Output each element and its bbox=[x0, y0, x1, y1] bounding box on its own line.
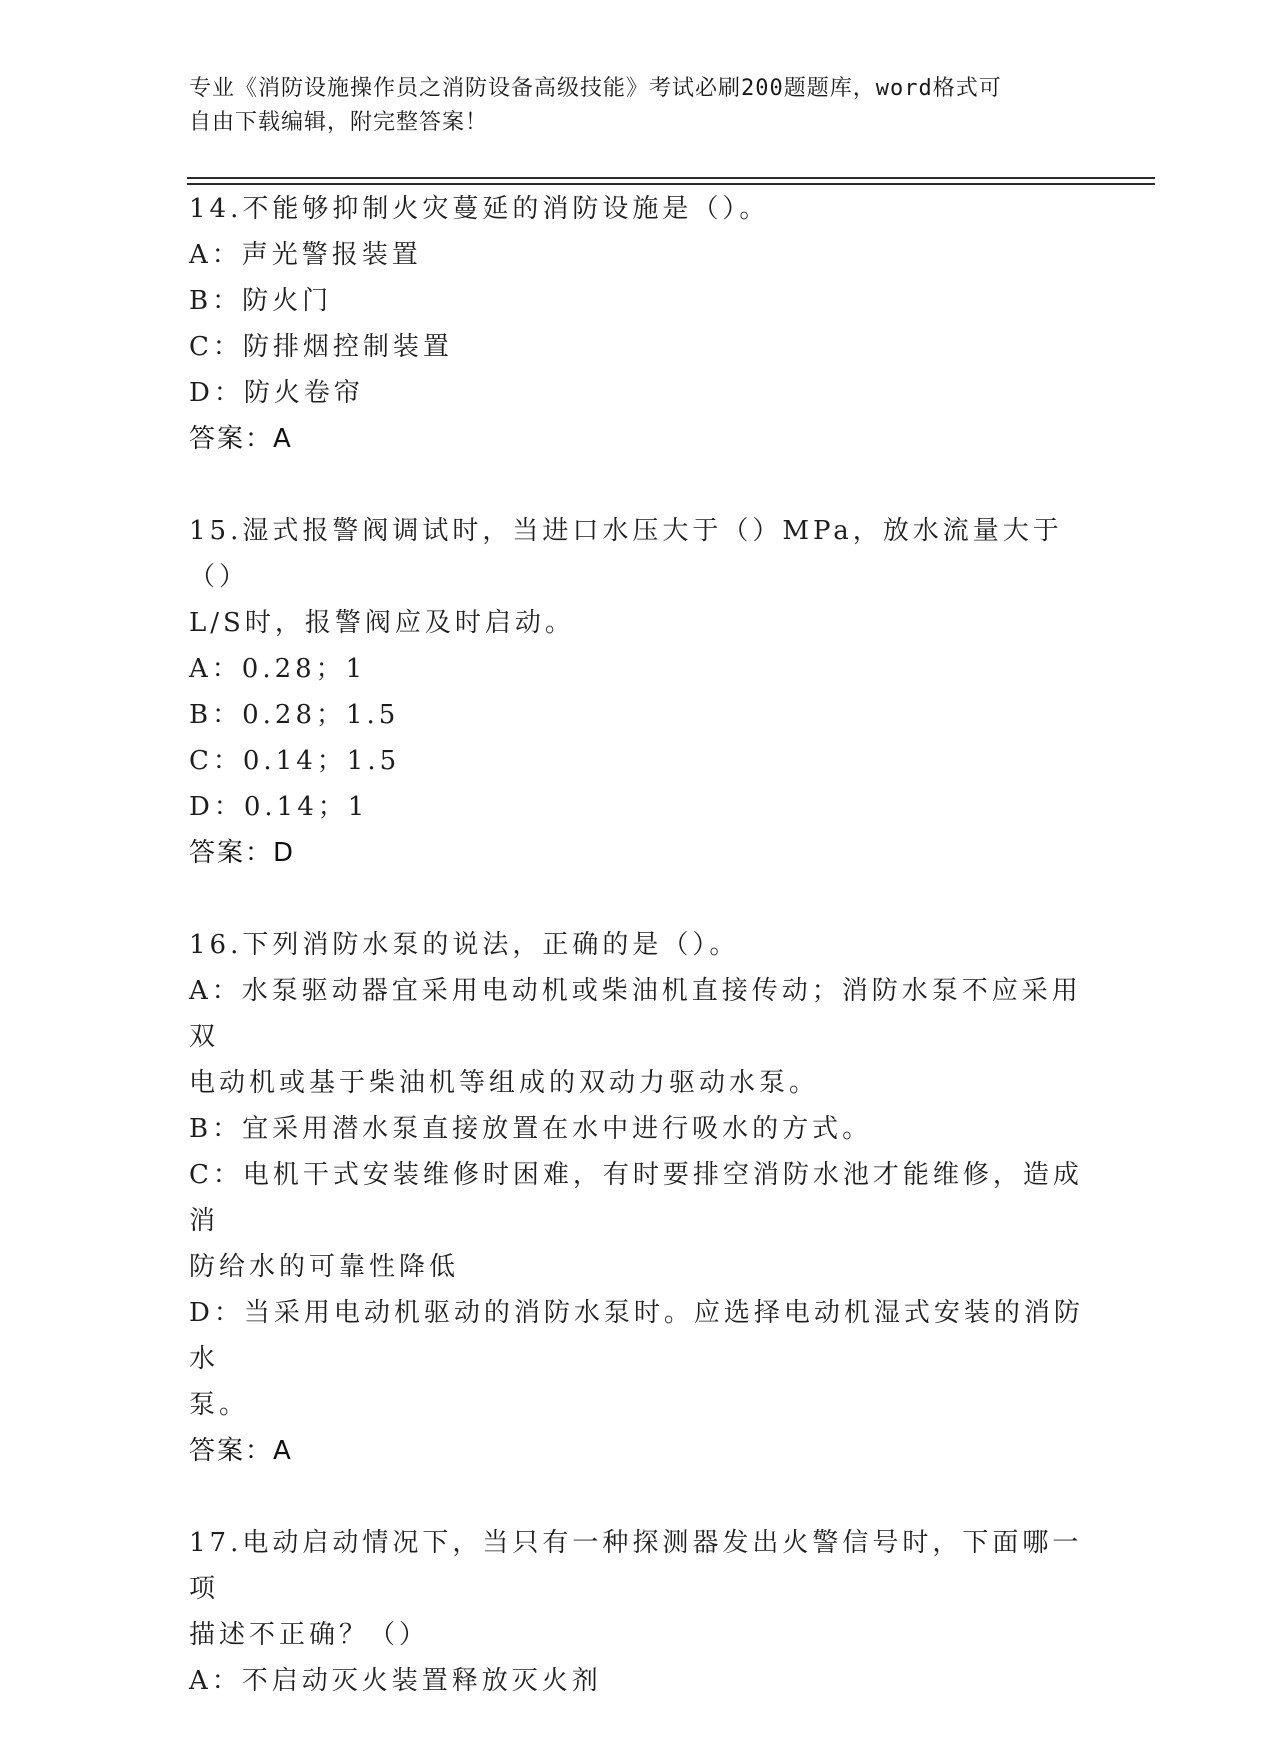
question-stem: 14.不能够抑制火灾蔓延的消防设施是（）。 bbox=[189, 194, 770, 224]
option-b: B：0.28；1.5 bbox=[189, 700, 400, 730]
option-d: D：0.14；1 bbox=[189, 792, 369, 822]
answer-label: 答案：A bbox=[189, 424, 293, 454]
option-d-continued: 泵。 bbox=[189, 1390, 250, 1420]
question-stem: 15.湿式报警阀调试时，当进口水压大于（）MPa，放水流量大于（） bbox=[189, 516, 1063, 592]
option-a: A：不启动灭火装置释放灭火剂 bbox=[189, 1666, 602, 1696]
option-b: B：防火门 bbox=[189, 286, 333, 316]
option-c: C：防排烟控制装置 bbox=[189, 332, 453, 362]
option-a: A：水泵驱动器宜采用电动机或柴油机直接传动；消防水泵不应采用双 bbox=[189, 976, 1082, 1052]
question-item bbox=[189, 922, 1089, 1474]
answer-label: 答案：A bbox=[189, 1436, 293, 1466]
document-header bbox=[189, 72, 1079, 140]
question-item bbox=[189, 508, 1089, 876]
option-a-continued: 电动机或基于柴油机等组成的双动力驱动水泵。 bbox=[189, 1068, 820, 1098]
question-stem: 16.下列消防水泵的说法，正确的是（）。 bbox=[189, 930, 740, 960]
option-c: C：电机干式安装维修时困难，有时要排空消防水池才能维修，造成消 bbox=[189, 1160, 1083, 1236]
header-line-1: 专业《消防设施操作员之消防设备高级技能》考试必刷200题题库，word格式可 bbox=[189, 76, 1002, 101]
option-d: D：当采用电动机驱动的消防水泵时。应选择电动机湿式安装的消防水 bbox=[189, 1298, 1084, 1374]
option-d: D：防火卷帘 bbox=[189, 378, 364, 408]
header-divider-bottom bbox=[187, 183, 1155, 185]
question-item bbox=[189, 1520, 1089, 1704]
option-c: C：0.14；1.5 bbox=[189, 746, 401, 776]
option-a: A：声光警报装置 bbox=[189, 240, 422, 270]
option-b: B：宜采用潜水泵直接放置在水中进行吸水的方式。 bbox=[189, 1114, 873, 1144]
question-stem-continued: L/S时，报警阀应及时启动。 bbox=[189, 608, 575, 638]
option-c-continued: 防给水的可靠性降低 bbox=[189, 1252, 460, 1282]
question-stem: 17.电动启动情况下，当只有一种探测器发出火警信号时，下面哪一项 bbox=[189, 1528, 1083, 1604]
header-line-2: 自由下载编辑，附完整答案！ bbox=[189, 110, 489, 135]
header-divider-top bbox=[187, 177, 1155, 179]
answer-label: 答案：D bbox=[189, 838, 296, 868]
question-list bbox=[189, 186, 1089, 1750]
question-item bbox=[189, 186, 1089, 462]
question-stem-continued: 描述不正确？（） bbox=[189, 1620, 430, 1650]
option-a: A：0.28；1 bbox=[189, 654, 367, 684]
